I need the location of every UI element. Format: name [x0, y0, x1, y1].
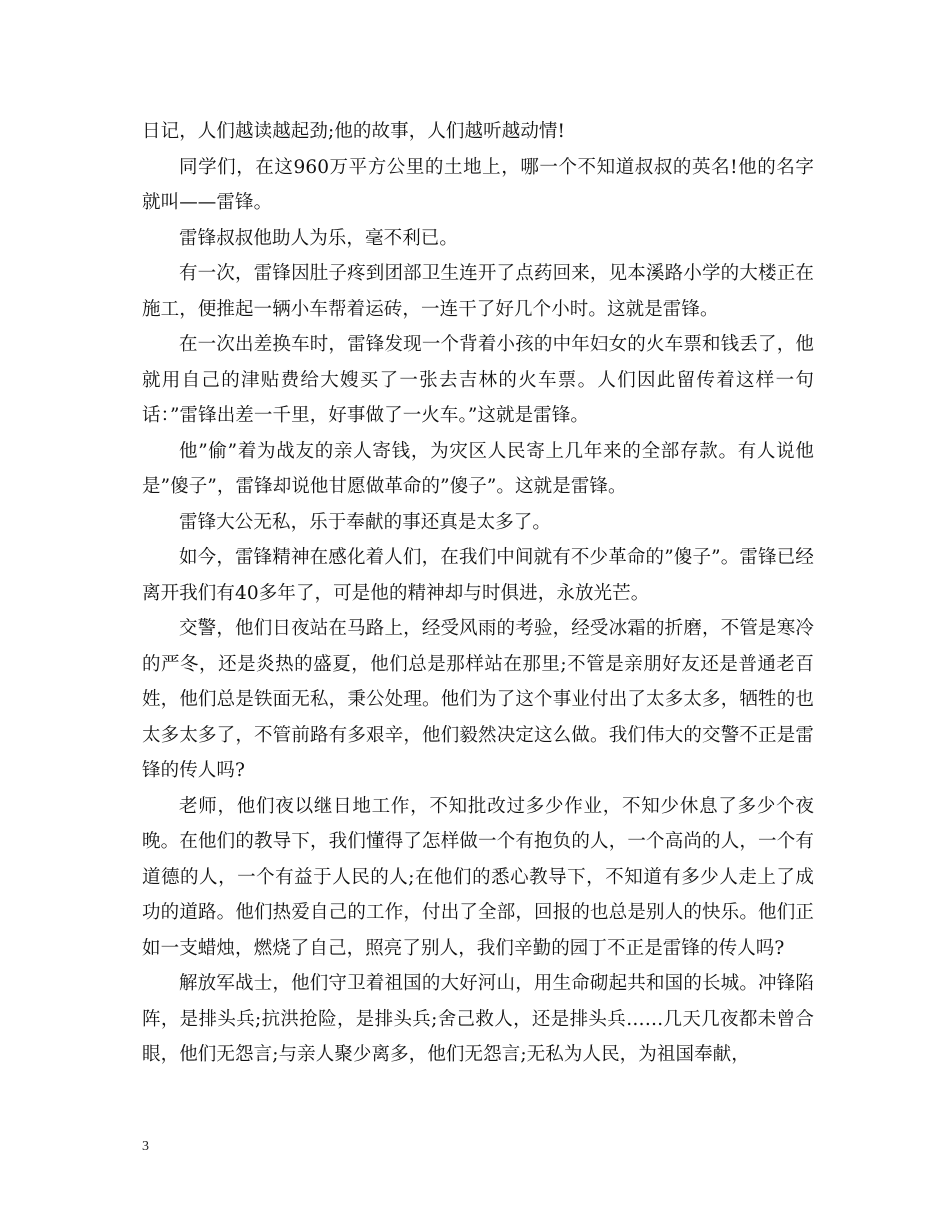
- paragraph-continuation: 日记，人们越读越起劲;他的故事，人们越听越动情!: [142, 121, 566, 142]
- paragraph: 如今，雷锋精神在感化着人们，在我们中间就有不少革命的”傻子”。雷锋已经离开我们有40多年了，可是他的精神却与时俱进，永放光芒。: [142, 547, 814, 604]
- paragraph: 老师，他们夜以继日地工作，不知批改过多少作业，不知少休息了多少个夜晚。在他们的教导下，我们懂得了怎样做一个有抱负的人，一个高尚的人，一个有道德的人，一个有益于人民的人;在他们的悉心教导下，不知道有多少人走上了成功的道路。他们热爱自己的工作，付出了全部，回报的也总是别人的快乐。他们正如一支蜡烛，燃烧了自己，照亮了别人，我们辛勤的园丁不正是雷锋的传人吗?: [142, 795, 814, 959]
- page-number: 3: [142, 1139, 149, 1154]
- paragraph: 在一次出差换车时，雷锋发现一个背着小孩的中年妇女的火车票和钱丢了，他就用自己的津贴费给大嫂买了一张去吉林的火车票。人们因此留传着这样一句话：”雷锋出差一千里，好事做了一火车。”这就是雷锋。: [142, 334, 814, 426]
- paragraph: 同学们，在这960万平方公里的土地上，哪一个不知道叔叔的英名!他的名字就叫——雷锋。: [142, 156, 814, 213]
- paragraph: 交警，他们日夜站在马路上，经受风雨的考验，经受冰霜的折磨，不管是寒冷的严冬，还是炎热的盛夏，他们总是那样站在那里;不管是亲朋好友还是普通老百姓，他们总是铁面无私，秉公处理。他们为了这个事业付出了太多太多，牺牲的也太多太多了，不管前路有多艰辛，他们毅然决定这么做。我们伟大的交警不正是雷锋的传人吗?: [142, 618, 814, 781]
- paragraph: 雷锋大公无私，乐于奉献的事还真是太多了。: [179, 511, 552, 533]
- paragraph: 有一次，雷锋因肚子疼到团部卫生连开了点药回来，见本溪路小学的大楼正在施工，便推起一辆小车帮着运砖，一连干了好几个小时。这就是雷锋。: [142, 263, 814, 320]
- paragraph: 解放军战士，他们守卫着祖国的大好河山，用生命砌起共和国的长城。冲锋陷阵，是排头兵;抗洪抢险，是排头兵;舍己救人，还是排头兵……几天几夜都未曾合眼，他们无怨言;与亲人聚少离多，他们无怨言;无私为人民，为祖国奉献，: [142, 973, 814, 1065]
- paragraph: 雷锋叔叔他助人为乐，毫不利已。: [179, 227, 459, 249]
- document-body: [142, 114, 814, 1073]
- paragraph: 他”偷”着为战友的亲人寄钱，为灾区人民寄上几年来的全部存款。有人说他是”傻子”，雷锋却说他甘愿做革命的”傻子”。这就是雷锋。: [142, 440, 814, 497]
